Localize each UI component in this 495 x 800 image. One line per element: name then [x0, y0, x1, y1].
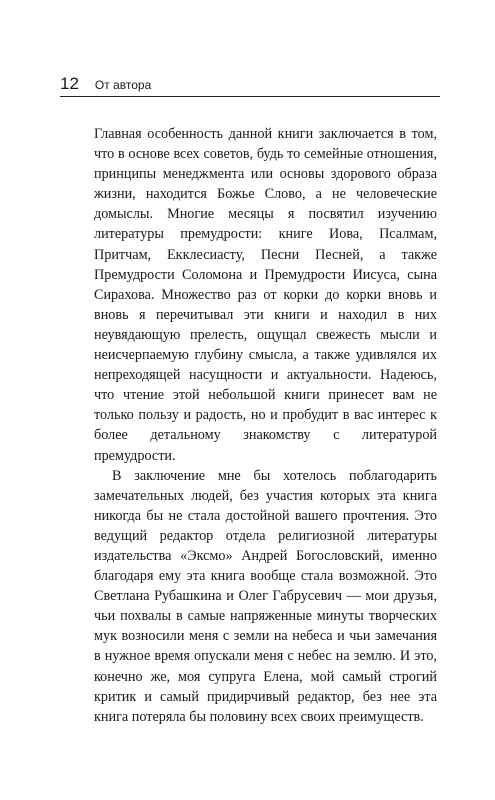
page-number: 12 [60, 74, 79, 93]
section-title: От автора [94, 78, 152, 92]
paragraph-2: В заключение мне бы хотелось поблагодарить замечательных людей, без участия которых эта книга никогда бы не стала достойной вашего прочтения. Это ведущий редактор отдела религиозной литературы издательства «Эксмо» Андрей Богословский, именно благодаря ему эта книга вообще стала возможной. Это Светлана Рубашкина и Олег Габрусевич — мои друзья, чьи похвалы в самые напряженные минуты творческих мук возносили меня с земли на небеса и чьи замечания в нужное время опускали меня с небес на землю. И это, конечно же, моя супруга Елена, мой самый строгий критик и самый придирчивый редактор, без нее эта книга потеряла бы половину всех своих преимуществ. [94, 467, 437, 725]
running-header [60, 72, 440, 97]
paragraph-1: Главная особенность данной книги заключается в том, что в основе всех советов, будь то семейные отношения, принципы менеджмента или основы здорового образа жизни, находится Божье Слово, а не человеческие домыслы. Многие месяцы я посвятил изучению литературы премудрости: книге Иова, Псалмам, Притчам, Екклесиасту, Песни Песней, а также Премудрости Соломона и Премудрости Иисуса, сына Сирахова. Множество раз от корки до корки вновь и вновь я перечитывал эти книги и находил в них неувядающую прелесть, ощущал свежесть мысли и неисчерпаемую глубину смысла, а также удивлялся их непреходящей насущности и актуальности. Надеюсь, что чтение этой небольшой книги принесет вам не только пользу и радость, но и пробудит в вас интерес к более детальному знакомству с литературой премудрости. [94, 126, 437, 464]
body-text [94, 124, 437, 727]
